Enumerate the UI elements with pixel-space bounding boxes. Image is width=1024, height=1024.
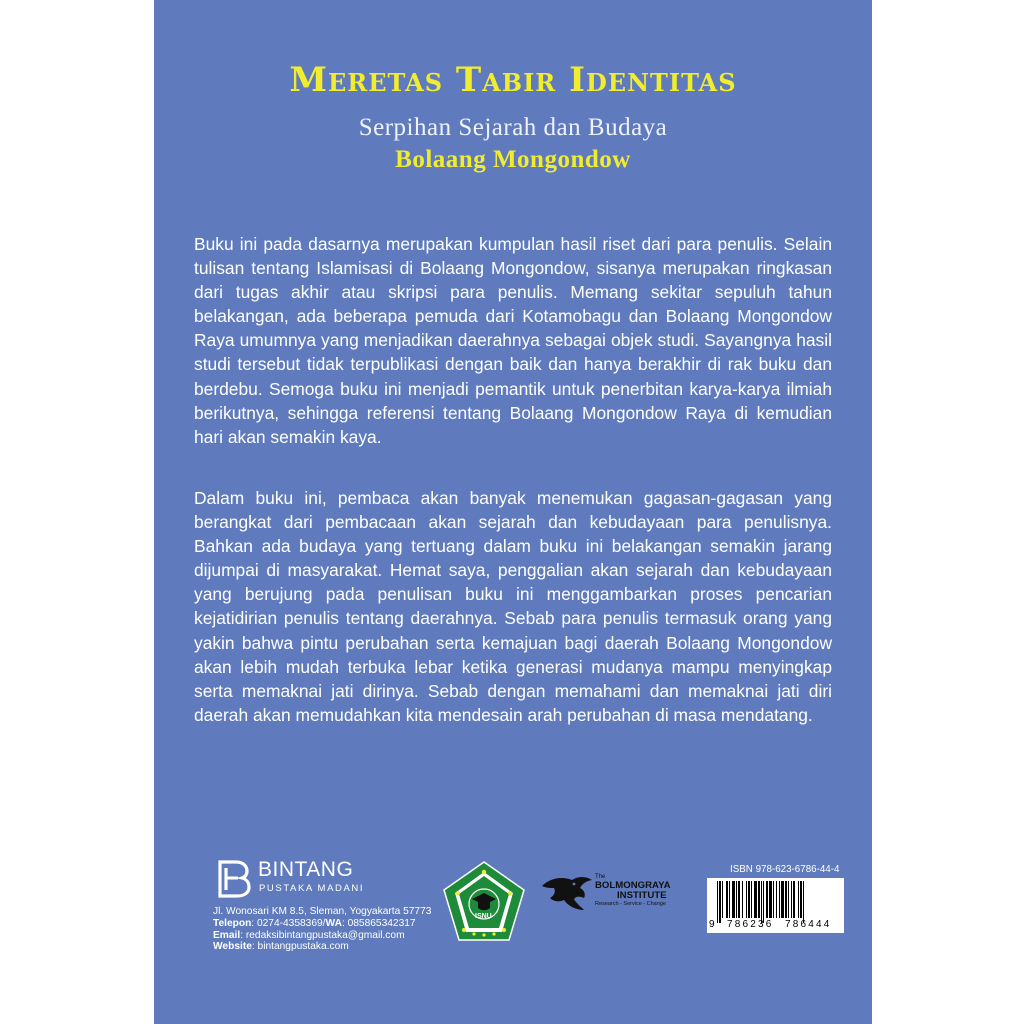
- back-cover: [154, 0, 872, 1024]
- barcode-bar: [748, 881, 750, 918]
- barcode-bar: [798, 881, 799, 918]
- barcode-bar: [732, 881, 735, 918]
- book-subtitle: Serpihan Sejarah dan Budaya: [358, 114, 668, 141]
- barcode-bar: [803, 881, 804, 923]
- barcode-bar: [763, 881, 764, 923]
- barcode-bar: [736, 881, 737, 918]
- barcode-bar: [751, 881, 752, 918]
- barcode-bar: [719, 881, 721, 923]
- blurb-paragraph-2: Dalam buku ini, pembaca akan banyak menemukan gagasan-gagasan yang berangkat dari pembacaan akan sejarah dan kebudayaan para penulisnya. Bahkan ada budaya yang tertuang dalam buku ini belakangan semakin jarang dijumpai di masyarakat. Hemat saya, penggalian akan sejarah dan kebudayaan yang berujung pada penulisan buku ini menggambarkan proses pencarian kejatidirian penulis tentang daerahnya. Sebab para penulis termasuk orang yang yakin bahwa pintu perubahan serta kemajuan bagi daerah Bolaang Mongondow akan lebih mudah terbuka lebar ketika generasi mudanya mampu menyingkap serta memaknai jati dirinya. Sebab dengan memahami dan memaknai jati diri daerah akan memudahkan kita mendesain arah perubahan di masa mendatang.: [194, 488, 832, 725]
- isbn-barcode: [707, 878, 844, 933]
- barcode-bar: [746, 881, 747, 918]
- barcode-bar: [776, 881, 777, 918]
- barcode-digit-first: 9: [709, 919, 715, 930]
- blurb-paragraph-1: Buku ini pada dasarnya merupakan kumpulan hasil riset dari para penulis. Selain tulisan tentang Islamisasi di Bolaang Mongondow, sisanya merupakan ringkasan dari tugas akhir atau skripsi para penulis. Memang sekitar sepuluh tahun belakangan, ada beberapa pemuda dari Kotamobagu dan Bolaang Mongondow Raya umumnya yang menjadikan daerahnya sebagai objek studi. Sayangnya hasil studi tersebut tidak terpublikasi dengan baik dan hanya berakhir di rak buku dan berdebu. Semoga buku ini menjadi pemantik untuk penerbitan karya-karya ilmiah berikutnya, sehingga referensi tentang Bolaang Mongondow Raya di kemudian hari akan semakin kaya.: [194, 234, 832, 447]
- publisher-name: BINTANG: [258, 858, 354, 881]
- barcode-bar: [742, 881, 743, 918]
- barcode-bar: [793, 881, 795, 918]
- barcode-bar: [754, 881, 757, 918]
- bolmongraya-institute-logo: [540, 872, 698, 916]
- barcode-bar: [722, 881, 723, 918]
- barcode-bar: [791, 881, 792, 918]
- barcode-bar: [785, 881, 787, 918]
- book-title: Meretas Tabir Identitas: [289, 60, 737, 100]
- barcode-bar: [729, 881, 730, 918]
- barcode-digits-right: 786444: [785, 919, 832, 930]
- institute-text: The BOLMONGRAYA INSTITUTE Research - Service - Change: [595, 874, 671, 907]
- barcode-bar: [781, 881, 784, 918]
- barcode-bar: [738, 881, 740, 918]
- barcode-bar: [758, 881, 760, 918]
- publisher-phone-line: Telepon: 0274-4358369/WA: 085865342317: [213, 917, 416, 929]
- barcode-bar: [788, 881, 789, 918]
- barcode-bar: [717, 881, 718, 923]
- book-subtitle-region: Bolaang Mongondow: [395, 146, 631, 173]
- isbn-label: ISBN 978-623-6786-44-4: [730, 864, 840, 875]
- eagle-icon: [540, 872, 596, 916]
- publisher-tagline: PUSTAKA MADANI: [259, 883, 365, 894]
- isnu-label: ISNU: [475, 913, 492, 920]
- barcode-bar: [769, 881, 772, 918]
- barcode-digits-left: 786236: [727, 919, 774, 930]
- bintang-logo-icon: [214, 858, 254, 898]
- publisher-email-line: Email: redaksibintangpustaka@gmail.com: [213, 929, 405, 941]
- barcode-bar: [761, 881, 762, 923]
- barcode-bar: [779, 881, 780, 918]
- barcode-bar: [773, 881, 774, 918]
- barcode-bar: [800, 881, 802, 918]
- publisher-website-line: Website: bintangpustaka.com: [213, 941, 349, 953]
- publisher-contact: [213, 906, 431, 953]
- publisher-address: Jl. Wonosari KM 8.5, Sleman, Yogyakarta 57773: [213, 906, 432, 917]
- barcode-bar: [766, 881, 768, 918]
- isnu-logo-icon: [442, 860, 526, 942]
- barcode-bar: [726, 881, 728, 918]
